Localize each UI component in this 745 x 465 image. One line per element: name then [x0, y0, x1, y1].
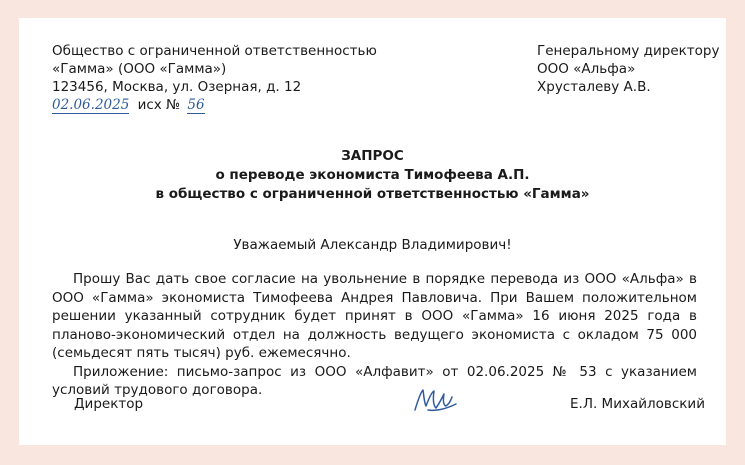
document-title: ЗАПРОС — [341, 148, 404, 164]
signer-name: Е.Л. Михайловский — [570, 396, 705, 412]
handwritten-signature-icon — [412, 386, 460, 420]
outgoing-number: 56 — [187, 97, 205, 113]
outgoing-label: исх № — [137, 97, 181, 113]
letter-sheet — [19, 18, 726, 445]
body-paragraph-2: Приложение: письмо-запрос из ООО «Алфавит» от 02.06.2025 № 53 с указанием условий трудового договора. — [52, 363, 697, 398]
body-paragraph-1: Прошу Вас дать свое согласие на увольнение в порядке перевода из ООО «Альфа» в ООО «Гамма» экономиста Тимофеева Андрея Павловича. При Вашем положительном решении указанный сотрудник будет принят в ООО «Гамма» 16 июня 2025 года в планово-экономический отдел на должность ведущего экономиста с окладом 75 000 (семьдесят пять тысяч) руб. ежемесячно. — [52, 271, 697, 361]
recipient-line-1: Генеральному директору — [537, 43, 720, 59]
sender-line-2: «Гамма» (ООО «Гамма») — [52, 61, 227, 77]
signer-position: Директор — [74, 396, 144, 412]
letter-date: 02.06.2025 — [52, 97, 130, 113]
sender-line-1: Общество с ограниченной ответственностью — [52, 43, 377, 59]
document-subtitle-2: в общество с ограниченной ответственностью «Гамма» — [155, 186, 590, 202]
sender-address: 123456, Москва, ул. Озерная, д. 12 — [52, 79, 302, 95]
recipient-line-2: ООО «Альфа» — [537, 61, 636, 77]
letter-body — [52, 270, 697, 400]
document-subtitle-1: о переводе экономиста Тимофеева А.П. — [215, 167, 530, 183]
outgoing-reference — [52, 96, 205, 114]
recipient-line-3: Хрусталеву А.В. — [537, 79, 651, 95]
salutation: Уважаемый Александр Владимирович! — [233, 237, 512, 253]
